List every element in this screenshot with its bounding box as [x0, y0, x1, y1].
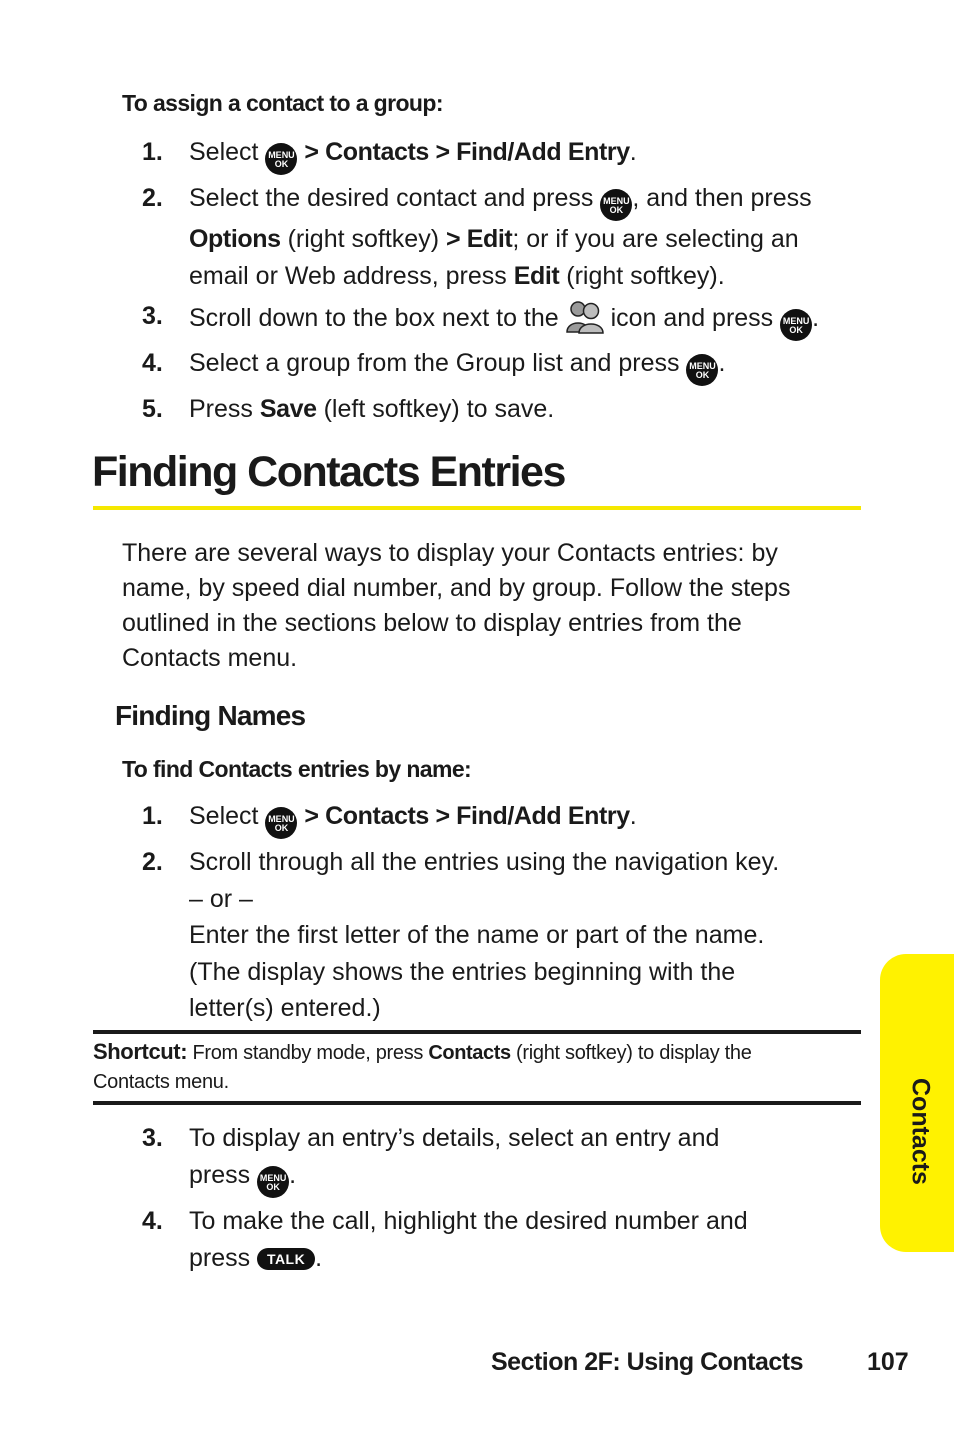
save-softkey-label: Save: [259, 395, 317, 423]
step-text: Select: [189, 138, 259, 166]
shortcut-top-rule: [93, 1030, 861, 1034]
menu-path: > Contacts > Find/Add Entry: [304, 138, 630, 166]
shortcut-note: Shortcut: From standby mode, press Contacts (right softkey) to display the Contacts menu.: [93, 1039, 752, 1093]
talk-key-icon: TALK: [257, 1248, 315, 1270]
side-tab-label: Contacts: [906, 1078, 935, 1185]
edit-path: > Edit: [445, 225, 513, 253]
edit-softkey-label: Edit: [513, 262, 560, 290]
menu-ok-key-icon: MENU OK: [257, 1166, 289, 1198]
group-icon: [566, 298, 604, 334]
step-number: 5.: [142, 395, 163, 423]
step-number: 3.: [142, 1124, 163, 1152]
step-number: 4.: [142, 349, 163, 377]
options-softkey-label: Options: [189, 225, 281, 253]
intro-paragraph: There are several ways to display your Contacts entries: by name, by speed dial number, and by group. Follow the steps outlined in the sections below to display entries from the Contacts menu.: [122, 539, 791, 672]
find-lead: To find Contacts entries by name:: [122, 756, 472, 782]
subsection-title: Finding Names: [115, 700, 306, 731]
menu-ok-key-icon: MENU OK: [265, 143, 297, 175]
menu-ok-key-icon: MENU OK: [686, 354, 718, 386]
step-number: 1.: [142, 138, 163, 166]
step-number: 4.: [142, 1207, 163, 1235]
shortcut-label: Shortcut:: [93, 1039, 188, 1064]
menu-ok-key-icon: MENU OK: [780, 309, 812, 341]
step-number: 3.: [142, 302, 163, 330]
menu-path: > Contacts > Find/Add Entry: [304, 802, 630, 830]
page-title: Finding Contacts Entries: [92, 448, 565, 496]
step-number: 2.: [142, 848, 163, 876]
shortcut-bottom-rule: [93, 1101, 861, 1105]
step-number: 1.: [142, 802, 163, 830]
step-number: 2.: [142, 184, 163, 212]
menu-ok-key-icon: MENU OK: [600, 189, 632, 221]
assign-lead: To assign a contact to a group:: [122, 90, 443, 116]
side-tab: [880, 954, 954, 1252]
footer-section: Section 2F: Using Contacts: [491, 1348, 804, 1376]
title-underline: [93, 506, 861, 510]
menu-ok-key-icon: MENU OK: [265, 807, 297, 839]
page-number: 107: [867, 1348, 909, 1376]
contacts-softkey-label: Contacts: [428, 1042, 511, 1064]
